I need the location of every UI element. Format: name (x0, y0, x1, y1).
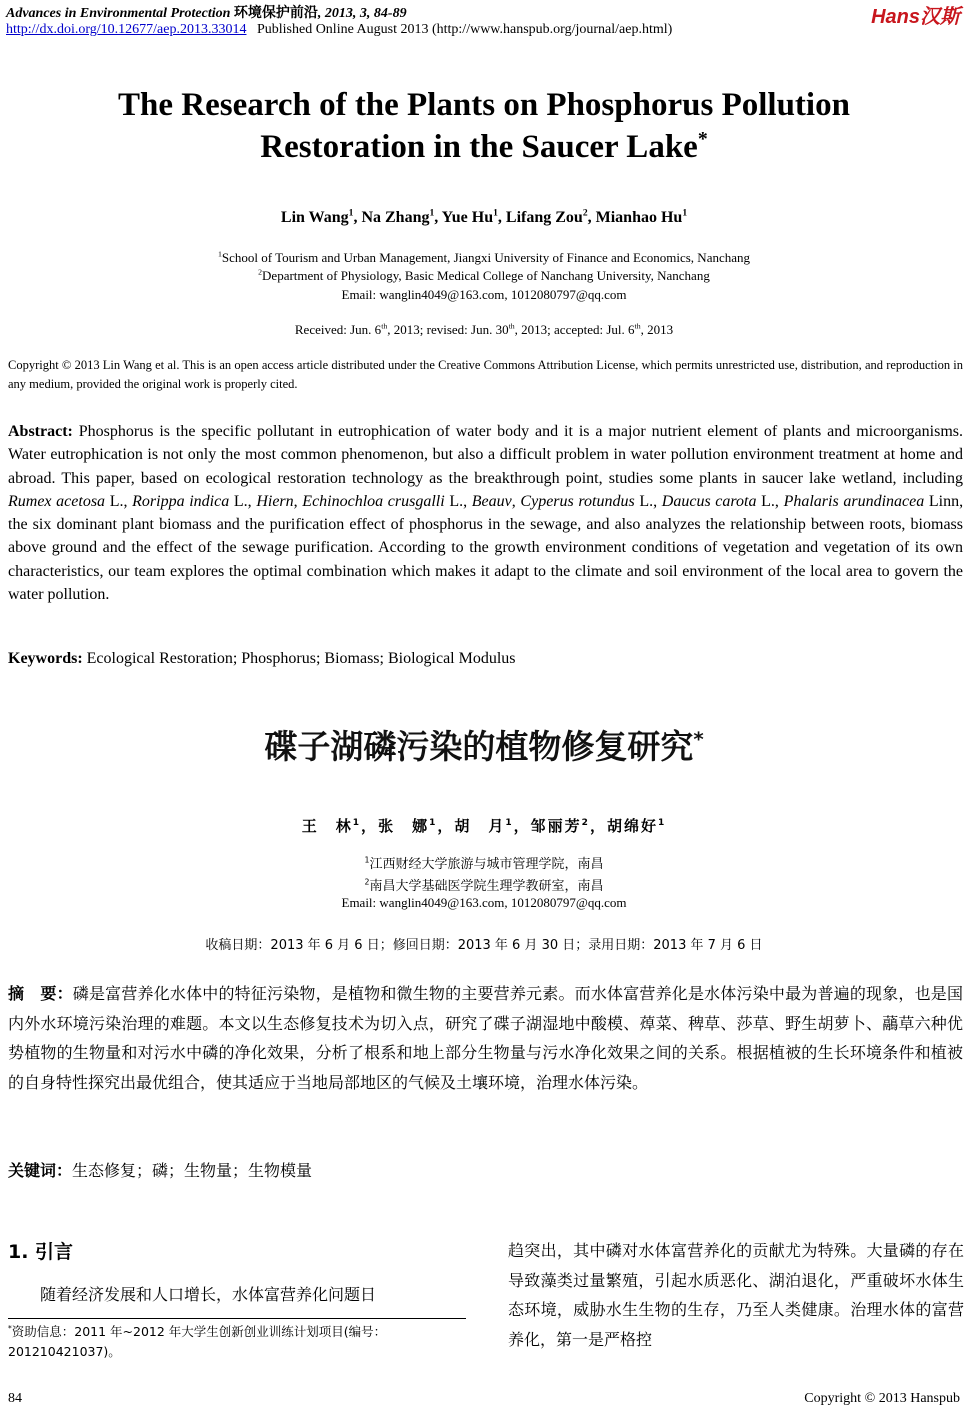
author-aff: 1 (493, 207, 498, 219)
author (596, 209, 687, 226)
species: Echinochloa crusgalli (302, 492, 445, 510)
aff-text: 江西财经大学旅游与城市管理学院，南昌 (369, 857, 604, 872)
year-end: , 2013 (640, 322, 674, 337)
author-aff: 1 (348, 207, 354, 219)
author-aff: 1 (657, 818, 667, 828)
author-sep: ， (437, 817, 455, 835)
email-cn: Email: wanglin4049@163.com, 1012080797@qq.com (341, 895, 627, 910)
footnote-mark: * (8, 1323, 12, 1333)
header-doi-line (6, 22, 672, 38)
keywords-text: Ecological Restoration; Phosphorus; Biomass; Biological Modulus (82, 650, 516, 667)
abstract-text: L., (105, 492, 133, 510)
abstract-cn (8, 979, 963, 1097)
aff-text: School of Tourism and Urban Management, Jiangxi University of Finance and Economics, Nanchang (221, 250, 751, 265)
author-aff: 1 (352, 818, 362, 828)
species: Rorippa indica (132, 492, 230, 510)
volume-info: , 2013, 3, 84-89 (317, 6, 407, 21)
journal-title-cn: 环境保护前沿 (233, 6, 318, 21)
body-left-column: 随着经济发展和人口增长，水体富营养化问题日 (40, 1285, 377, 1304)
author-aff: 2 (581, 818, 590, 828)
abstract-text: , (293, 492, 303, 510)
abstract-text: Phosphorus is the specific pollutant in eutrophication of water body and it is a major nutrient element of plants and microorganisms. Water eutrophication is not only the most common phenomenon, but also a difficult problem in water pollution environment treatment at home and abroad. This paper, based on ecological restoration technology as the breakthrough point, studies some plants in saucer lake wetland, including (8, 423, 963, 487)
author-name: Lin Wang (280, 209, 349, 226)
author-name: 胡绵好 (606, 817, 658, 835)
affiliation-2-en (0, 268, 968, 284)
authors-cn (0, 815, 968, 836)
author (281, 209, 362, 226)
aff-text: 南昌大学基础医学院生理学教研室，南昌 (369, 879, 604, 894)
aff-sup: 2 (364, 877, 370, 887)
author-sep: , (434, 209, 442, 226)
author-name: 邹丽芳 (530, 817, 582, 835)
abstract-text: Linn, the six dominant plant biomass and the purification effect of phosphorus in the sewage, and also analyzes the relationship between roots, biomass above ground and the effect of the sewage purification. According to the growth environment conditions of vegetation and vegetation of its own characteristics, our team explores the optimal combination which makes it adapt to the climate and soil environment of the local area to govern the water pollution. (8, 492, 964, 604)
revised: , 2013; revised: Jun. 30 (387, 322, 509, 337)
affiliation-1-en (0, 250, 968, 266)
author-sep: , (497, 209, 506, 226)
author-sep: ， (513, 817, 531, 835)
species: Phalaris arundinacea (783, 492, 925, 510)
author-name: 胡 月 (454, 817, 506, 835)
aff-sup: 1 (364, 855, 370, 865)
footnote-divider (8, 1318, 466, 1319)
dates-cn: 收稿日期：2013 年 6 月 6 日；修回日期：2013 年 6 月 30 日；录用日期：2013 年 7 月 6 日 (205, 938, 763, 953)
author-sep: ， (589, 817, 607, 835)
author (442, 209, 506, 226)
hanspub-logo: Hans汉斯 (871, 6, 960, 28)
funding-footnote (8, 1322, 466, 1362)
paper-title-cn (0, 721, 968, 768)
author-aff: 1 (682, 207, 688, 219)
accepted: , 2013; accepted: Jul. 6 (514, 322, 635, 337)
species: Rumex acetosa (8, 492, 106, 510)
footer-copyright: Copyright © 2013 Hanspub (804, 1391, 960, 1406)
page-number: 84 (8, 1391, 22, 1406)
dates-en (0, 322, 968, 338)
affiliation-2-cn (0, 875, 968, 894)
title-line-2 (0, 126, 968, 168)
author-name: 张 娜 (378, 817, 430, 835)
ord-sup: th (634, 321, 641, 331)
author-sep: ， (361, 817, 379, 835)
title-line-2-text: Restoration in the Saucer Lake (260, 129, 698, 165)
journal-title-en: Advances in Environmental Protection (6, 6, 231, 21)
author-name: Mianhao Hu (595, 209, 683, 226)
email-en: Email: wanglin4049@163.com, 1012080797@qq.com (341, 287, 627, 302)
title-line-1: The Research of the Plants on Phosphorus Pollution (118, 87, 850, 123)
author-name: Na Zhang (361, 209, 430, 226)
keywords-label: 关键词： (8, 1161, 73, 1180)
paper-title-en (0, 84, 968, 168)
abstract-text: L., (634, 492, 662, 510)
abstract-en (8, 420, 963, 606)
author-sep: , (587, 209, 596, 226)
affiliation-1-cn (0, 853, 968, 872)
author-aff: 1 (429, 207, 435, 219)
author-name: Yue Hu (441, 209, 494, 226)
abstract-label: Abstract: (8, 423, 73, 440)
author-aff: 1 (505, 818, 514, 828)
footnote-text: 资助信息：2011 年~2012 年大学生创新创业训练计划项目(编号：201210421037)。 (8, 1324, 387, 1359)
author-aff: 1 (429, 818, 438, 828)
abstract-text: 磷是富营养化水体中的特征污染物，是植物和微生物的主要营养元素。而水体富营养化是水体污染中最为普遍的现象，也是国内外水环境污染治理的难题。本文以生态修复技术为切入点，研究了碟子湖湿地中酸模、蔊菜、稗草、莎草、野生胡萝卜、虉草六种优势植物的生物量和对污水中磷的净化效果，分析了根系和地上部分生物量与污水净化效果之间的关系。根据植被的生长环境条件和植被的自身特性探究出最优组合，使其适应于当地局部地区的气候及土壤环境，治理水体污染。 (8, 984, 963, 1092)
title-cn-text: 碟子湖磷污染的植物修复研究 (264, 727, 694, 766)
body-right-column: 趋突出，其中磷对水体富营养化的贡献尤为特殊。大量磷的存在导致藻类过量繁殖，引起水质恶化、湖泊退化，严重破坏水体生态环境，威胁水生生物的生存，乃至人类健康。治理水体的富营养化，第一是严格控 (508, 1241, 964, 1349)
abstract-text: L., (444, 492, 472, 510)
keywords-label: Keywords: (8, 650, 83, 667)
abstract-text: L., (756, 492, 784, 510)
title-footnote-mark: * (693, 728, 704, 751)
section-heading: 1. 引言 (8, 1241, 74, 1263)
aff-sup: 1 (217, 249, 222, 259)
ord-sup: th (508, 321, 515, 331)
authors-en (0, 209, 968, 227)
species: Beauv (471, 492, 512, 510)
abstract-label: 摘 要： (8, 984, 73, 1003)
author (506, 209, 596, 226)
species: Hiern (256, 492, 294, 510)
abstract-text: , (511, 492, 521, 510)
copyright-notice: Copyright © 2013 Lin Wang et al. This is an open access article distributed under the Creative Commons Attribution License, which permits unrestricted use, distribution, and reproduction in any medium, provided the original work is properly cited. (8, 358, 963, 391)
title-footnote-mark: * (697, 128, 708, 150)
abstract-text: L., (229, 492, 257, 510)
aff-sup: 2 (258, 267, 263, 277)
received: Received: Jun. 6 (294, 322, 382, 337)
journal-name (6, 2, 407, 22)
author-name: Lifang Zou (505, 209, 583, 226)
author-aff: 2 (582, 207, 588, 219)
author (361, 209, 441, 226)
keywords-text: 生态修复；磷；生物量；生物模量 (72, 1161, 313, 1180)
aff-text: Department of Physiology, Basic Medical College of Nanchang University, Nanchang (262, 268, 710, 283)
species: Cyperus rotundus (520, 492, 635, 510)
ord-sup: th (381, 321, 388, 331)
keywords-en (8, 650, 963, 668)
published-online: Published Online August 2013 (http://www.hanspub.org/journal/aep.html) (256, 22, 673, 37)
author-name: 王 林 (301, 817, 353, 835)
keywords-cn (8, 1158, 963, 1181)
author-sep: , (353, 209, 362, 226)
doi-link[interactable]: http://dx.doi.org/10.12677/aep.2013.33014 (6, 22, 247, 37)
species: Daucus carota (661, 492, 757, 510)
